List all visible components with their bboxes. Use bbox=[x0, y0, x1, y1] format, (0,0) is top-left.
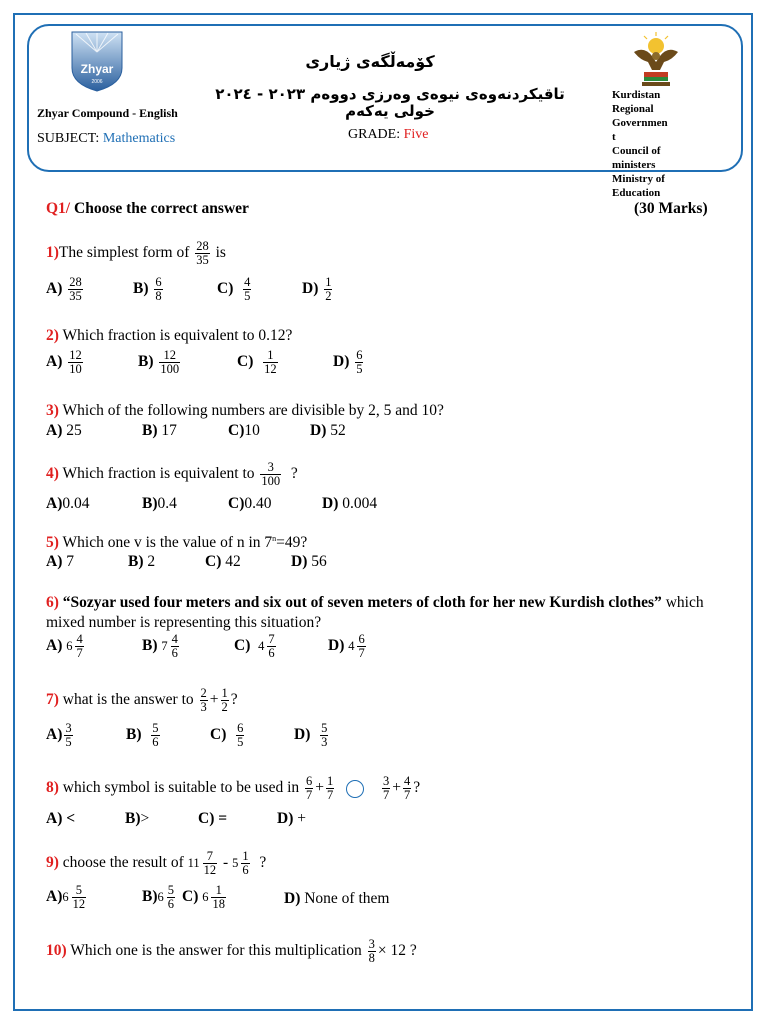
question-text: The simplest form of bbox=[58, 244, 190, 262]
option-d[interactable]: D) $\frac{5}{3}$ bbox=[294, 721, 328, 749]
option-b[interactable]: B) 7 $\frac{4}{6}$ bbox=[142, 632, 178, 660]
option-d[interactable]: D) + bbox=[277, 810, 306, 827]
option-b[interactable]: B)> bbox=[125, 810, 150, 827]
option-a[interactable]: A) $\frac{28}{35}$ bbox=[46, 275, 82, 303]
option-b[interactable]: B) $\frac{5}{6}$ bbox=[126, 721, 159, 749]
option-a[interactable]: A) $\frac{3}{5}$ bbox=[46, 721, 72, 749]
option-a[interactable]: A) 7 bbox=[46, 553, 74, 570]
option-d[interactable]: D) None of them bbox=[284, 890, 390, 907]
option-c[interactable]: C) 6 $\frac{1}{18}$ bbox=[182, 883, 225, 911]
option-d[interactable]: D) $\frac{1}{2}$ bbox=[302, 275, 332, 303]
svg-text:Zhyar: Zhyar bbox=[80, 62, 114, 76]
option-c[interactable]: C)10 bbox=[228, 422, 260, 439]
question-text: Which one is the answer for this multiplication bbox=[70, 942, 362, 960]
question-text: which mixed number is representing this situation? bbox=[46, 594, 704, 631]
option-d[interactable]: D) 56 bbox=[291, 553, 327, 570]
question-text: Which fraction is equivalent to bbox=[62, 465, 255, 483]
subject-label: SUBJECT: bbox=[37, 131, 100, 146]
fraction: $\frac{28}{35}$ bbox=[196, 239, 209, 267]
option-a[interactable]: A) < bbox=[46, 810, 76, 827]
section-heading: Choose the correct answer bbox=[74, 200, 249, 217]
option-c[interactable]: C) $\frac{1}{12}$ bbox=[237, 348, 277, 376]
krg-line: Kurdistan bbox=[612, 89, 661, 101]
option-d[interactable]: D) 52 bbox=[310, 422, 346, 439]
option-c[interactable]: C)0.40 bbox=[228, 495, 272, 512]
question-10: 10) Which one is the answer for this multiplication $\frac{3}{8}$ × 12 ? bbox=[46, 937, 417, 965]
question-8: 8) which symbol is suitable to be used in $\frac{6}{7}$ + $\frac{1}{7}$ $\frac{3}{7}$ + $\frac{4}{7}$ ? bbox=[46, 774, 421, 802]
option-b[interactable]: B) 6 $\frac{5}{6}$ bbox=[142, 883, 174, 911]
exam-title-kurdish: تاقیکردنەوەی نیوەی وەرزی دووەم ٢٠٢٣ - ٢٠٢٤ خولی یەکەم bbox=[215, 85, 565, 120]
option-a[interactable]: A) $\frac{12}{10}$ bbox=[46, 348, 82, 376]
grade-value: Five bbox=[403, 127, 429, 142]
question-9: 9) choose the result of 11 $\frac{7}{12}$ - 5 $\frac{1}{6}$ ? bbox=[46, 849, 267, 877]
krg-line: Education bbox=[612, 187, 661, 199]
question-6: 6) “Sozyar used four meters and six out of seven meters of cloth for her new Kurdish clothes” which mixed number is representing this situation? bbox=[46, 594, 704, 631]
option-b[interactable]: B)0.4 bbox=[142, 495, 177, 512]
krg-line: t bbox=[612, 131, 616, 143]
section-title bbox=[46, 200, 249, 218]
answer-blank-circle[interactable] bbox=[346, 780, 364, 798]
option-b[interactable]: B) 17 bbox=[142, 422, 177, 439]
krg-line: Ministry of bbox=[612, 173, 665, 185]
question-text: what is the answer to bbox=[62, 691, 194, 709]
option-a[interactable]: A) 6 $\frac{5}{12}$ bbox=[46, 883, 86, 911]
krg-line: ministers bbox=[612, 159, 656, 171]
krg-line: Governmen bbox=[612, 117, 668, 129]
option-c[interactable]: C) $\frac{4}{5}$ bbox=[217, 275, 251, 303]
question-quote: “Sozyar used four meters and six out of seven meters of cloth for her new Kurdish clothes” bbox=[62, 594, 662, 611]
school-name-english: Zhyar Compound - English bbox=[37, 106, 178, 120]
question-4: 4) Which fraction is equivalent to $\frac{3}{100}$ ? bbox=[46, 460, 298, 488]
grade-label: GRADE: bbox=[348, 127, 401, 142]
question-2: 2) Which fraction is equivalent to 0.12? bbox=[46, 327, 293, 344]
svg-text:2006: 2006 bbox=[91, 79, 103, 85]
option-a[interactable]: A)0.04 bbox=[46, 495, 90, 512]
krg-text bbox=[612, 88, 676, 200]
krg-line: Council of bbox=[612, 145, 661, 157]
school-name-kurdish: کۆمەڵگەی ژیاری bbox=[305, 52, 435, 71]
question-3: 3) Which of the following numbers are divisible by 2, 5 and 10? bbox=[46, 402, 444, 419]
option-a[interactable]: A) 6 $\frac{4}{7}$ bbox=[46, 632, 83, 660]
option-a[interactable]: A) 25 bbox=[46, 422, 82, 439]
school-logo bbox=[70, 30, 124, 92]
option-c[interactable]: C) $\frac{6}{5}$ bbox=[210, 721, 244, 749]
krg-line: Regional bbox=[612, 103, 654, 115]
question-text: Which of the following numbers are divisible by 2, 5 and 10? bbox=[62, 402, 444, 419]
option-b[interactable]: B) $\frac{12}{100}$ bbox=[138, 348, 180, 376]
option-c[interactable]: C) 42 bbox=[205, 553, 241, 570]
option-c[interactable]: C) = bbox=[198, 810, 228, 827]
question-number: 1) bbox=[46, 244, 59, 262]
option-d[interactable]: D) 0.004 bbox=[322, 495, 378, 512]
subject-line bbox=[37, 131, 175, 147]
question-text: Which fraction is equivalent to 0.12? bbox=[62, 327, 293, 344]
option-d[interactable]: D) 4 $\frac{6}{7}$ bbox=[328, 632, 365, 660]
question-text: Which one v is the value of n in 7 bbox=[62, 534, 273, 552]
grade-line bbox=[348, 127, 429, 143]
option-b[interactable]: B) $\frac{6}{8}$ bbox=[133, 275, 162, 303]
krg-emblem bbox=[630, 30, 682, 88]
option-c[interactable]: C) 4 $\frac{7}{6}$ bbox=[234, 632, 275, 660]
subject-value: Mathematics bbox=[102, 131, 176, 146]
question-1: 1)The simplest form of $\frac{28}{35}$ is bbox=[46, 239, 226, 267]
question-text: which symbol is suitable to be used in bbox=[62, 779, 300, 797]
question-5: 5) Which one v is the value of n in $7^n=49$? bbox=[46, 534, 308, 552]
question-7: 7) what is the answer to $\frac{2}{3}$ + $\frac{1}{2}$ ? bbox=[46, 686, 238, 714]
section-marks: (30 Marks) bbox=[634, 200, 708, 217]
section-label: Q1/ bbox=[46, 200, 71, 217]
option-b[interactable]: B) 2 bbox=[128, 553, 156, 570]
question-text: choose the result of bbox=[62, 854, 184, 872]
option-d[interactable]: D) $\frac{6}{5}$ bbox=[333, 348, 363, 376]
